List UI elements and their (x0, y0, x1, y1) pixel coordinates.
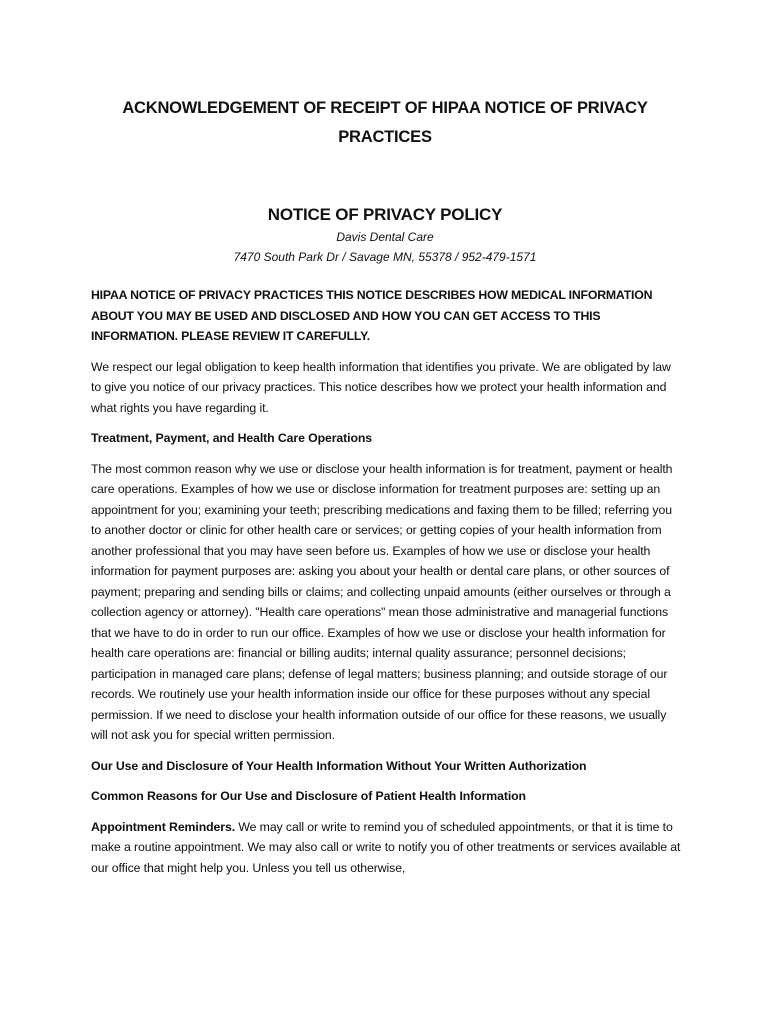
appointment-reminders-paragraph (91, 817, 683, 879)
document-title-line-2: PRACTICES (338, 128, 432, 146)
intro-paragraph: We respect our legal obligation to keep health information that identifies you private. We are obligated by law to give you notice of our privacy practices. This notice describes how we protect your health information and what rights you have regarding it. (91, 359, 671, 415)
appointment-reminders-text: We may call or write to remind you of scheduled appointments, or that it is time to make a routine appointment. We may also call or write to notify you of other treatments or services available at our office that might help you. Unless you tell us otherwise, (91, 819, 681, 875)
section-heading-use-disclosure: Our Use and Disclosure of Your Health Information Without Your Written Authorization (91, 758, 587, 773)
document-body (91, 285, 683, 888)
section-heading-common-reasons: Common Reasons for Our Use and Disclosure of Patient Health Information (91, 789, 526, 803)
policy-title: NOTICE OF PRIVACY POLICY (267, 205, 503, 224)
appointment-reminders-label: Appointment Reminders. (91, 819, 236, 834)
section-heading-treatment-payment: Treatment, Payment, and Health Care Operations (91, 431, 373, 445)
document-title-line-1: ACKNOWLEDGEMENT OF RECEIPT OF HIPAA NOTICE OF PRIVACY (122, 99, 648, 117)
practice-address: 7470 South Park Dr / Savage MN, 55378 / 952-479-1571 (233, 250, 537, 264)
lead-paragraph: HIPAA NOTICE OF PRIVACY PRACTICES THIS NOTICE DESCRIBES HOW MEDICAL INFORMATION ABOUT YOU MAY BE USED AND DISCLOSED AND HOW YOU CAN GET ACCESS TO THIS INFORMATION. PLEASE REVIEW IT CAREFULLY. (91, 288, 653, 343)
practice-name: Davis Dental Care (336, 230, 434, 244)
document-title (100, 94, 670, 152)
treatment-payment-paragraph: The most common reason why we use or disclose your health information is for treatment, payment or health care operations. Examples of how we use or disclose information for treatment purposes are: setting up an appointment for you; examining your teeth; prescribing medications and faxing them to be filled; referring you to another doctor or clinic for other health care or services; or getting copies of your health information from another professional that you may have seen before us. Examples of how we use or disclose your health information for payment purposes are: asking you about your health or dental care plans, or other sources of payment; preparing and sending bills or claims; and collecting unpaid amounts (either ourselves or through a collection agency or attorney). "Health care operations" mean those administrative and managerial functions that we have to do in order to run our office. Examples of how we use or disclose your health information for health care operations are: financial or billing audits; internal quality assurance; personnel decisions; participation in managed care plans; defense of legal matters; business planning; and outside storage of our records. We routinely use your health information inside our office for these purposes without any special permission. If we need to disclose your health information outside of our office for these reasons, we usually will not ask you for special written permission. (91, 461, 673, 742)
